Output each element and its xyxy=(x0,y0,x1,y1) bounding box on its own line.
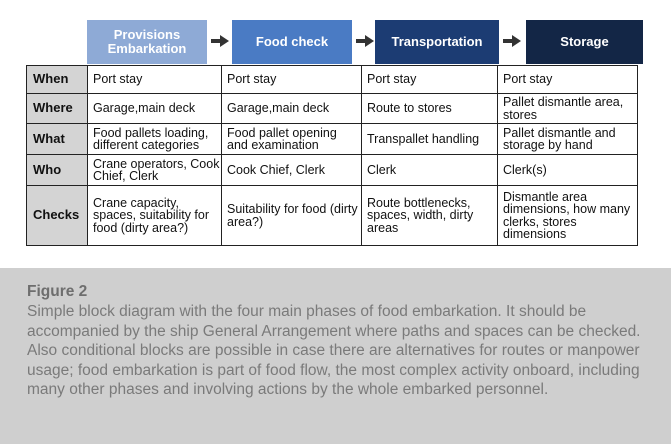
table-cell: Pallet dismantle area, stores xyxy=(498,94,638,124)
table-cell: Port stay xyxy=(498,66,638,94)
arrow-right-icon xyxy=(503,35,521,47)
row-header-where: Where xyxy=(27,94,88,124)
arrow-right-icon xyxy=(356,35,374,47)
phase-label: Transportation xyxy=(391,34,483,49)
table-cell: Clerk(s) xyxy=(498,155,638,186)
table-cell: Suitability for food (dirty area?) xyxy=(222,186,362,246)
arrow-right-icon xyxy=(211,35,229,47)
table-row xyxy=(27,186,638,246)
table-row xyxy=(27,94,638,124)
table-cell: Port stay xyxy=(362,66,498,94)
table-cell: Pallet dismantle and storage by hand xyxy=(498,124,638,155)
table-row xyxy=(27,155,638,186)
table-cell: Port stay xyxy=(222,66,362,94)
figure-caption: Simple block diagram with the four main phases of food embarkation. It should be accompanied by the ship General Arrangement where paths and spaces can be checked. Also conditional blocks are possible in case there are alternatives for routes or manpower usage; food embarkation is part of food flow, the most complex activity onboard, including many other phases and involving actions by the whole embarked personnel. xyxy=(27,303,641,398)
phase-table xyxy=(26,65,638,246)
table-cell: Route bottlenecks, spaces, width, dirty areas xyxy=(362,186,498,246)
table-cell: Dismantle area dimensions, how many clerks, stores dimensions xyxy=(498,186,638,246)
figure-label: Figure 2 xyxy=(27,283,88,300)
phase-transportation xyxy=(375,20,499,64)
table-cell: Transpallet handling xyxy=(362,124,498,155)
table-cell: Food pallets loading, different categories xyxy=(88,124,222,155)
phase-storage xyxy=(526,20,643,64)
table-cell: Garage,main deck xyxy=(88,94,222,124)
row-header-what: What xyxy=(27,124,88,155)
table-cell: Food pallet opening and examination xyxy=(222,124,362,155)
row-header-who: Who xyxy=(27,155,88,186)
row-header-when: When xyxy=(27,66,88,94)
table-cell: Crane capacity, spaces, suitability for food (dirty area?) xyxy=(88,186,222,246)
phase-food-check xyxy=(232,20,352,64)
table-cell: Crane operators, Cook Chief, Clerk xyxy=(88,155,222,186)
phase-label: Provisions Embarkation xyxy=(107,27,187,56)
table-cell: Clerk xyxy=(362,155,498,186)
table-cell: Garage,main deck xyxy=(222,94,362,124)
table-row xyxy=(27,124,638,155)
phase-label: Storage xyxy=(560,34,609,49)
phase-label: Food check xyxy=(255,34,329,49)
row-header-checks: Checks xyxy=(27,186,88,246)
table-cell: Port stay xyxy=(88,66,222,94)
table-cell: Cook Chief, Clerk xyxy=(222,155,362,186)
phase-provisions-embarkation xyxy=(87,20,207,64)
table-row xyxy=(27,66,638,94)
table-cell: Route to stores xyxy=(362,94,498,124)
